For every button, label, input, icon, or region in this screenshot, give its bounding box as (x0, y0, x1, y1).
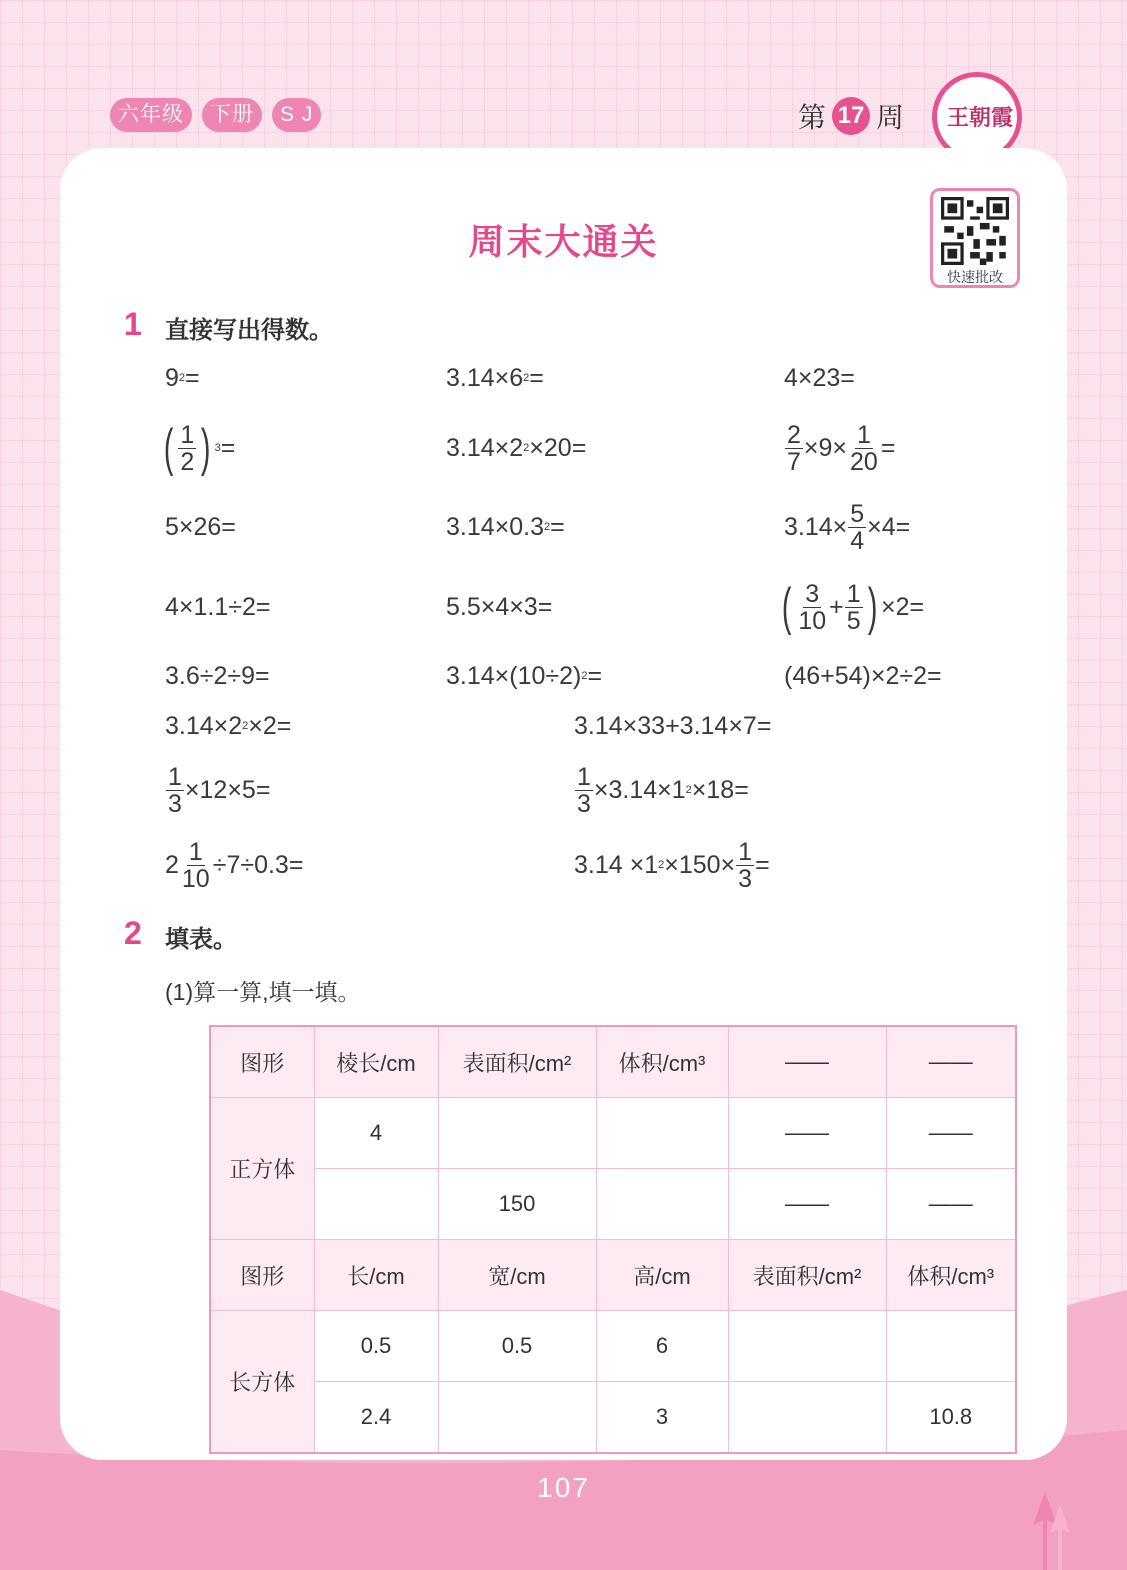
table-cell: —— (886, 1098, 1016, 1169)
table-header-cell: —— (728, 1026, 886, 1098)
equation: $\frac{1}{3}$ ×12×5= (168, 762, 271, 818)
equation: $\frac{1}{3}$ ×3.14×1 2 ×18= (577, 762, 749, 818)
table-header-cell: 高/cm (596, 1240, 728, 1311)
table-cell: 6 (596, 1311, 728, 1382)
table-header-cell: —— (886, 1026, 1016, 1098)
answer-cell[interactable] (886, 1311, 1016, 1382)
week-number: 17 (832, 97, 870, 135)
table-header-cell: 表面积/cm² (438, 1026, 596, 1098)
table-cell: 4 (314, 1098, 438, 1169)
answer-cell[interactable] (314, 1169, 438, 1240)
equation: 2 $\frac{1}{10}$ ÷7÷0.3= (165, 837, 304, 893)
equation: 3.14×0.3 2 = (446, 512, 565, 541)
equation: 3.14×33+3.14×7= (574, 711, 772, 740)
section-2-subtitle: (1)算一算,填一填。 (165, 979, 361, 1005)
equation: 3.14 ×1 2 ×150× $\frac{1}{3}$ = (574, 837, 770, 893)
table-cell: 2.4 (314, 1382, 438, 1454)
cuboid-label: 长方体 (210, 1311, 314, 1454)
table-header-cell: 图形 (210, 1026, 314, 1098)
table-cell: —— (728, 1169, 886, 1240)
week-indicator (798, 96, 904, 136)
logo-text: 王朝霞 (947, 105, 1014, 131)
cube-label: 正方体 (210, 1098, 314, 1240)
table-cell: 0.5 (438, 1311, 596, 1382)
table-cell: 3 (596, 1382, 728, 1454)
week-prefix: 第 (798, 102, 827, 133)
table-header-cell: 体积/cm³ (886, 1240, 1016, 1311)
equation: 3.14×2 2 ×2= (165, 711, 292, 740)
edition-tag: S J (272, 98, 321, 132)
table-cell: —— (728, 1098, 886, 1169)
section-2-title: 填表。 (165, 926, 237, 953)
table-header-cell: 宽/cm (438, 1240, 596, 1311)
page-title: 周末大通关 (468, 221, 659, 262)
equation: ( $\frac{1}{2}$ ) 3 = (163, 419, 236, 477)
equation: 5.5×4×3= (446, 592, 553, 621)
table-header-row (210, 1026, 1016, 1098)
equation: 4×23= (784, 363, 855, 392)
table-cell: —— (886, 1169, 1016, 1240)
table-header-row (210, 1240, 1016, 1311)
grade-tag: 六年级 (110, 98, 192, 132)
qr-label: 快速批改 (947, 269, 1003, 285)
equation: 5×26= (165, 512, 236, 541)
equation: 9 2 = (165, 363, 200, 392)
equation: 3.14× $\frac{5}{4}$ ×4= (784, 499, 911, 555)
qr-code-box[interactable] (930, 188, 1020, 288)
equation: (46+54)×2÷2= (784, 661, 942, 690)
section-2-number: 2 (124, 915, 142, 951)
equation: 3.14×6 2 = (446, 363, 544, 392)
table-row (210, 1098, 1016, 1169)
volume-tag: 下册 (202, 98, 262, 132)
table-header-cell: 表面积/cm² (728, 1240, 886, 1311)
table-row (210, 1382, 1016, 1454)
answer-cell[interactable] (728, 1311, 886, 1382)
week-suffix: 周 (876, 102, 905, 133)
table-header-cell: 棱长/cm (314, 1026, 438, 1098)
answer-cell[interactable] (438, 1382, 596, 1454)
equation: 3.14×(10÷2) 2 = (446, 661, 603, 690)
section-1-title: 直接写出得数。 (165, 317, 333, 344)
qr-code-icon (941, 197, 1009, 265)
answer-cell[interactable] (596, 1098, 728, 1169)
answer-cell[interactable] (438, 1098, 596, 1169)
equation: 4×1.1÷2= (165, 592, 271, 621)
table-header-cell: 体积/cm³ (596, 1026, 728, 1098)
equation: ( $\frac{3}{10}$ + $\frac{1}{5}$ ) ×2= (781, 578, 925, 636)
table-row (210, 1311, 1016, 1382)
grade-tags (110, 98, 321, 132)
table-cell: 150 (438, 1169, 596, 1240)
equation: 3.14×2 2 ×20= (446, 433, 587, 462)
table-cell: 0.5 (314, 1311, 438, 1382)
page-number: 107 (537, 1472, 590, 1503)
equation: $\frac{2}{7}$ ×9× $\frac{1}{20}$ = (787, 420, 896, 476)
equation: 3.6÷2÷9= (165, 661, 270, 690)
answer-cell[interactable] (728, 1382, 886, 1454)
table-row (210, 1169, 1016, 1240)
table-cell: 10.8 (886, 1382, 1016, 1454)
fill-in-table (209, 1025, 1017, 1454)
answer-cell[interactable] (596, 1169, 728, 1240)
table-header-cell: 图形 (210, 1240, 314, 1311)
table-header-cell: 长/cm (314, 1240, 438, 1311)
section-1-number: 1 (124, 306, 142, 342)
